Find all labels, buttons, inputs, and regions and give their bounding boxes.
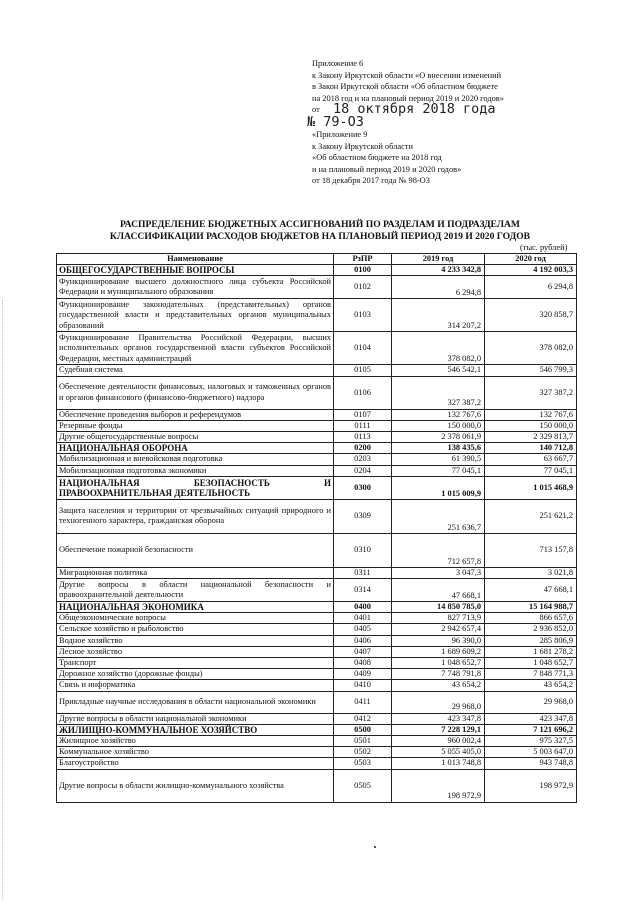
row-name: Миграционная политика bbox=[57, 567, 334, 578]
row-code: 0502 bbox=[334, 747, 392, 758]
table-row bbox=[57, 376, 577, 409]
row-value-2020: 1 015 468,9 bbox=[485, 476, 577, 499]
row-code: 0102 bbox=[334, 276, 392, 299]
table-row bbox=[57, 332, 577, 365]
row-value-2019: 827 713,9 bbox=[392, 613, 485, 624]
row-name: Благоустройство bbox=[57, 758, 334, 769]
row-name: НАЦИОНАЛЬНАЯ БЕЗОПАСНОСТЬ И ПРАВООХРАНИТЕЛЬНАЯ ДЕЯТЕЛЬНОСТЬ bbox=[57, 476, 334, 499]
row-value-2019: 138 435,6 bbox=[392, 443, 485, 454]
table-row bbox=[57, 736, 577, 747]
budget-table bbox=[56, 253, 577, 803]
row-code: 0100 bbox=[334, 265, 392, 276]
table-header-row bbox=[57, 254, 577, 265]
header-line: «Приложение 9 bbox=[312, 129, 368, 139]
row-value-2020: 7 848 771,3 bbox=[485, 669, 577, 680]
section-row bbox=[57, 724, 577, 735]
row-name: Обеспечение проведения выборов и референдумов bbox=[57, 409, 334, 420]
table-row bbox=[57, 747, 577, 758]
row-value-2020: 713 157,8 bbox=[485, 533, 577, 567]
row-value-2019: 1 013 748,8 bbox=[392, 758, 485, 769]
table-row bbox=[57, 299, 577, 332]
row-code: 0107 bbox=[334, 409, 392, 420]
row-value-2019: 4 233 342,8 bbox=[392, 265, 485, 276]
table-row bbox=[57, 276, 577, 299]
col-header-2020: 2020 год bbox=[485, 254, 577, 265]
col-header-2019: 2019 год bbox=[392, 254, 485, 265]
row-value-2020: 29 968,0 bbox=[485, 691, 577, 713]
handwritten-number: № 79-ОЗ bbox=[307, 114, 364, 130]
row-name: Коммунальное хозяйство bbox=[57, 747, 334, 758]
row-value-2020: 15 164 988,7 bbox=[485, 602, 577, 613]
row-value-2020: 943 748,8 bbox=[485, 758, 577, 769]
table-row bbox=[57, 454, 577, 465]
row-name: Прикладные научные исследования в области национальной экономики bbox=[57, 691, 334, 713]
row-code: 0113 bbox=[334, 432, 392, 443]
table-row bbox=[57, 658, 577, 669]
header-line: Приложение 6 bbox=[312, 59, 364, 68]
row-name: Функционирование законодательных (представительных) органов государственной власти и представительных органов муниципальных образований bbox=[57, 299, 334, 332]
row-name: Связь и информатика bbox=[57, 680, 334, 691]
header-line: к Закону Иркутской области bbox=[312, 141, 413, 151]
row-name: Сельское хозяйство и рыболовство bbox=[57, 624, 334, 635]
row-code: 0200 bbox=[334, 443, 392, 454]
row-value-2020: 47 668,1 bbox=[485, 579, 577, 602]
section-row bbox=[57, 265, 577, 276]
row-code: 0400 bbox=[334, 602, 392, 613]
row-value-2019: 6 294,8 bbox=[392, 276, 485, 299]
row-value-2019: 423 347,8 bbox=[392, 713, 485, 724]
row-value-2019: 47 668,1 bbox=[392, 579, 485, 602]
row-value-2020: 43 654,2 bbox=[485, 680, 577, 691]
row-value-2019: 960 002,4 bbox=[392, 736, 485, 747]
table-row bbox=[57, 499, 577, 533]
row-code: 0405 bbox=[334, 624, 392, 635]
row-name: Другие вопросы в области жилищно-коммунального хозяйства bbox=[57, 769, 334, 802]
row-name: Обеспечение деятельности финансовых, налоговых и таможенных органов и органов финансового (финансово-бюджетного) надзора bbox=[57, 376, 334, 409]
header-line: к Закону Иркутской области «О внесении изменений bbox=[312, 70, 502, 80]
row-name: ЖИЛИЩНО-КОММУНАЛЬНОЕ ХОЗЯЙСТВО bbox=[57, 724, 334, 735]
row-value-2019: 1 048 652,7 bbox=[392, 658, 485, 669]
row-code: 0104 bbox=[334, 332, 392, 365]
row-code: 0409 bbox=[334, 669, 392, 680]
row-code: 0408 bbox=[334, 658, 392, 669]
table-row bbox=[57, 713, 577, 724]
row-value-2019: 327 387,2 bbox=[392, 376, 485, 409]
row-value-2020: 2 329 813,7 bbox=[485, 432, 577, 443]
table-row bbox=[57, 365, 577, 376]
row-name: Жилищное хозяйство bbox=[57, 736, 334, 747]
col-header-name: Наименование bbox=[57, 254, 334, 265]
title-line: КЛАССИФИКАЦИИ РАСХОДОВ БЮДЖЕТОВ НА ПЛАНОВЫЙ ПЕРИОД 2019 И 2020 ГОДОВ bbox=[109, 231, 531, 242]
row-value-2020: 320 858,7 bbox=[485, 299, 577, 332]
row-code: 0410 bbox=[334, 680, 392, 691]
header-line: «Об областном бюджете на 2018 год bbox=[312, 153, 442, 163]
row-code: 0412 bbox=[334, 713, 392, 724]
row-value-2020: 251 621,2 bbox=[485, 499, 577, 533]
row-name: Водное хозяйство bbox=[57, 635, 334, 646]
table-row bbox=[57, 624, 577, 635]
row-value-2020: 150 000,0 bbox=[485, 420, 577, 431]
row-name: Мобилизационная и вневойсковая подготовка bbox=[57, 454, 334, 465]
row-value-2020: 1 681 278,2 bbox=[485, 646, 577, 657]
row-name: Судебная система bbox=[57, 365, 334, 376]
row-value-2019: 2 378 061,9 bbox=[392, 432, 485, 443]
row-name: Защита населения и территории от чрезвычайных ситуаций природного и техногенного характера, гражданская оборона bbox=[57, 499, 334, 533]
title-line: РАСПРЕДЕЛЕНИЕ БЮДЖЕТНЫХ АССИГНОВАНИЙ ПО РАЗДЕЛАМ И ПОДРАЗДЕЛАМ bbox=[120, 219, 520, 230]
row-value-2019: 378 082,0 bbox=[392, 332, 485, 365]
row-value-2019: 14 850 785,0 bbox=[392, 602, 485, 613]
row-code: 0500 bbox=[334, 724, 392, 735]
row-name: ОБЩЕГОСУДАРСТВЕННЫЕ ВОПРОСЫ bbox=[57, 265, 334, 276]
row-name: Функционирование высшего должностного лица субъекта Российской Федерации и муниципального образования bbox=[57, 276, 334, 299]
row-value-2020: 285 806,9 bbox=[485, 635, 577, 646]
row-value-2020: 140 712,8 bbox=[485, 443, 577, 454]
section-row bbox=[57, 443, 577, 454]
table-row bbox=[57, 432, 577, 443]
row-code: 0503 bbox=[334, 758, 392, 769]
row-value-2020: 132 767,6 bbox=[485, 409, 577, 420]
row-name: Обеспечение пожарной безопасности bbox=[57, 533, 334, 567]
header-ot: от bbox=[312, 105, 320, 115]
row-value-2020: 975 327,5 bbox=[485, 736, 577, 747]
row-value-2019: 7 228 129,1 bbox=[392, 724, 485, 735]
row-code: 0310 bbox=[334, 533, 392, 567]
row-code: 0111 bbox=[334, 420, 392, 431]
row-name: Другие вопросы в области национальной экономики bbox=[57, 713, 334, 724]
table-row bbox=[57, 420, 577, 431]
row-name: Резервные фонды bbox=[57, 420, 334, 431]
table-row bbox=[57, 769, 577, 802]
row-value-2020: 866 657,6 bbox=[485, 613, 577, 624]
col-header-code: РзПР bbox=[334, 254, 392, 265]
units-label: (тыс. рублей) bbox=[520, 243, 568, 252]
row-value-2019: 77 045,1 bbox=[392, 465, 485, 476]
row-name: НАЦИОНАЛЬНАЯ ЭКОНОМИКА bbox=[57, 602, 334, 613]
row-value-2020: 63 667,7 bbox=[485, 454, 577, 465]
row-value-2019: 96 390,0 bbox=[392, 635, 485, 646]
table-row bbox=[57, 758, 577, 769]
row-value-2020: 378 082,0 bbox=[485, 332, 577, 365]
scan-speck bbox=[374, 846, 376, 848]
row-value-2020: 3 021,8 bbox=[485, 567, 577, 578]
row-code: 0406 bbox=[334, 635, 392, 646]
row-value-2020: 77 045,1 bbox=[485, 465, 577, 476]
row-code: 0407 bbox=[334, 646, 392, 657]
section-row bbox=[57, 476, 577, 499]
row-code: 0204 bbox=[334, 465, 392, 476]
row-value-2019: 712 657,8 bbox=[392, 533, 485, 567]
row-value-2019: 198 972,9 bbox=[392, 769, 485, 802]
row-value-2019: 43 654,2 bbox=[392, 680, 485, 691]
row-name: Другие вопросы в области национальной безопасности и правоохранительной деятельности bbox=[57, 579, 334, 602]
table-row bbox=[57, 409, 577, 420]
table-row bbox=[57, 691, 577, 713]
row-value-2019: 251 636,7 bbox=[392, 499, 485, 533]
table-row bbox=[57, 669, 577, 680]
row-value-2019: 150 000,0 bbox=[392, 420, 485, 431]
row-value-2020: 546 799,3 bbox=[485, 365, 577, 376]
row-code: 0311 bbox=[334, 567, 392, 578]
table-row bbox=[57, 567, 577, 578]
row-name: Дорожное хозяйство (дорожные фонды) bbox=[57, 669, 334, 680]
row-value-2020: 198 972,9 bbox=[485, 769, 577, 802]
page-margin-line bbox=[2, 300, 4, 900]
row-code: 0103 bbox=[334, 299, 392, 332]
row-name: Мобилизационная подготовка экономики bbox=[57, 465, 334, 476]
table-row bbox=[57, 579, 577, 602]
row-code: 0505 bbox=[334, 769, 392, 802]
row-code: 0501 bbox=[334, 736, 392, 747]
row-code: 0105 bbox=[334, 365, 392, 376]
row-value-2020: 423 347,8 bbox=[485, 713, 577, 724]
row-code: 0314 bbox=[334, 579, 392, 602]
header-line: и на плановый период 2019 и 2020 годов» bbox=[312, 164, 462, 174]
row-value-2019: 61 390,5 bbox=[392, 454, 485, 465]
row-value-2019: 29 968,0 bbox=[392, 691, 485, 713]
row-name: НАЦИОНАЛЬНАЯ ОБОРОНА bbox=[57, 443, 334, 454]
header-line: от 18 декабря 2017 года № 98-ОЗ bbox=[312, 176, 430, 186]
row-value-2019: 3 047,3 bbox=[392, 567, 485, 578]
header-line: в Закон Иркутской области «Об областном бюджете bbox=[312, 82, 498, 92]
row-value-2019: 546 542,1 bbox=[392, 365, 485, 376]
row-name: Другие общегосударственные вопросы bbox=[57, 432, 334, 443]
row-value-2020: 4 192 003,3 bbox=[485, 265, 577, 276]
row-name: Функционирование Правительства Российской Федерации, высших исполнительных органов государственной власти субъектов Российской Федерации, местных администраций bbox=[57, 332, 334, 365]
table-row bbox=[57, 533, 577, 567]
row-value-2019: 5 055 405,0 bbox=[392, 747, 485, 758]
row-code: 0203 bbox=[334, 454, 392, 465]
row-value-2019: 1 015 009,9 bbox=[392, 476, 485, 499]
row-value-2020: 2 936 852,0 bbox=[485, 624, 577, 635]
row-name: Общеэкономические вопросы bbox=[57, 613, 334, 624]
row-value-2019: 132 767,6 bbox=[392, 409, 485, 420]
row-value-2020: 5 003 647,0 bbox=[485, 747, 577, 758]
row-value-2019: 7 748 791,8 bbox=[392, 669, 485, 680]
row-name: Лесное хозяйство bbox=[57, 646, 334, 657]
row-code: 0106 bbox=[334, 376, 392, 409]
row-value-2019: 2 942 657,4 bbox=[392, 624, 485, 635]
table-row bbox=[57, 680, 577, 691]
document-title bbox=[70, 219, 570, 243]
row-value-2020: 327 387,2 bbox=[485, 376, 577, 409]
table-row bbox=[57, 465, 577, 476]
row-value-2019: 1 689 609,2 bbox=[392, 646, 485, 657]
row-value-2020: 1 048 652,7 bbox=[485, 658, 577, 669]
row-code: 0411 bbox=[334, 691, 392, 713]
row-value-2020: 6 294,8 bbox=[485, 276, 577, 299]
table-row bbox=[57, 646, 577, 657]
section-row bbox=[57, 602, 577, 613]
table-row bbox=[57, 635, 577, 646]
table-row bbox=[57, 613, 577, 624]
row-value-2019: 314 207,2 bbox=[392, 299, 485, 332]
row-code: 0300 bbox=[334, 476, 392, 499]
header-line: на 2018 год и на плановый период 2019 и 2020 годов» bbox=[312, 93, 504, 103]
row-value-2020: 7 121 696,2 bbox=[485, 724, 577, 735]
handwritten-date: 18 октября 2018 года bbox=[333, 101, 496, 117]
row-name: Транспорт bbox=[57, 658, 334, 669]
row-code: 0401 bbox=[334, 613, 392, 624]
row-code: 0309 bbox=[334, 499, 392, 533]
